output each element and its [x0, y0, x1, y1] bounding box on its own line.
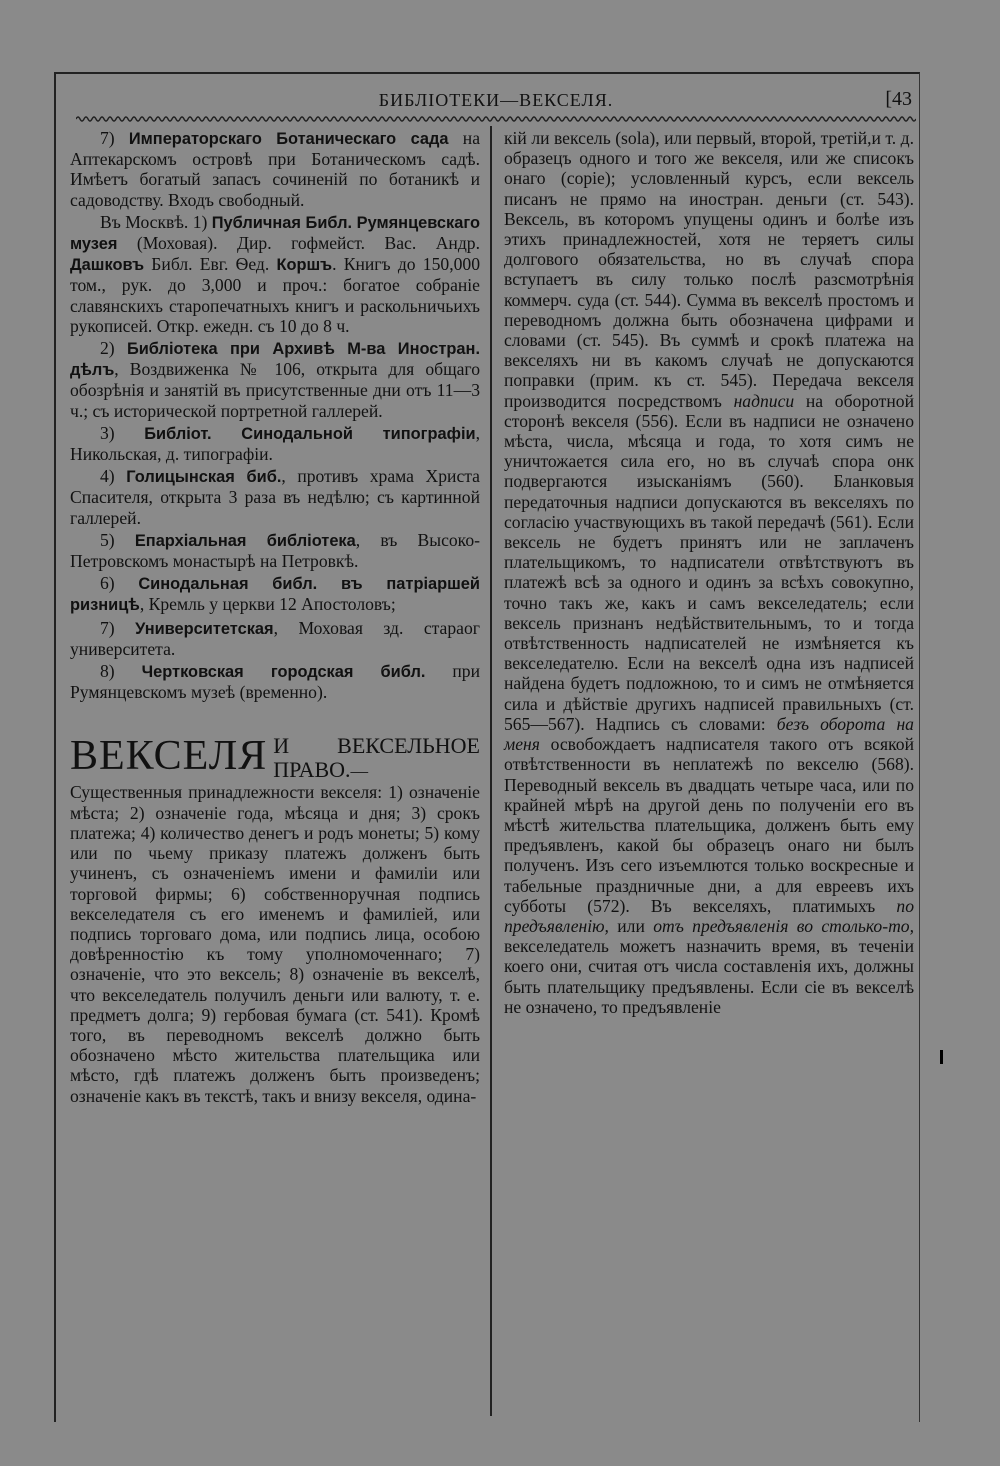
section-veksel [70, 734, 480, 1105]
right-column [504, 128, 914, 1019]
entry-synodal-sacristy: 6) Синодальная библ. въ патріаршей ризницѣ, Кремль у церкви 12 Апостоловъ; [70, 573, 480, 615]
left-column [70, 128, 480, 1108]
entry-synodal-typography: 3) Библіот. Синодальной типографіи, Никольская, д. типографіи. [70, 422, 481, 465]
book-page [54, 72, 920, 1422]
entry-eparchial: 5) Епархіальная библіотека, въ Высоко-Петровскомъ монастырѣ на Петровкѣ. [70, 529, 480, 572]
header-wave-rule [76, 114, 916, 124]
entry-golitsyn: 4) Голицынская биб., противъ храма Христа Спасителя, открыта 3 раза въ недѣлю; съ картинной галлерей. [70, 466, 480, 528]
entry-botanical-garden: 7) Императорскаго Ботаническаго сада на Аптекарскомъ островѣ при Ботаническомъ садѣ. Имѣетъ богатый запасъ сочиненій по ботаникѣ и садоводству. Входъ свободный. [70, 128, 481, 210]
entry-university: 7) Университетская, Моховая зд. стараог университета. [70, 617, 480, 659]
page-header [56, 86, 922, 116]
entry-archive-library: 2) Библіотека при Архивѣ М-ва Иностран. дѣлъ, Воздвиженка № 106, открыта для общаго обозрѣнія и занятій въ присутственные дни отъ 11—3 ч.; съ исторической портретной галлерей. [70, 338, 481, 421]
page-number: [43 [885, 88, 912, 110]
margin-mark [940, 1050, 943, 1064]
entry-chertkov: 8) Чертковская городская библ. при Румянцевскомъ музеѣ (временно). [70, 661, 481, 703]
running-title: БИБЛІОТЕКИ—ВЕКСЕЛЯ. [378, 90, 614, 110]
column-divider [490, 126, 492, 1416]
section-veksel-text: И ВЕКСЕЛЬНОЕ ПРАВО.—Существенныя принадлежности векселя: 1) означеніе мѣста; 2) означеніе года, мѣсяца и дня; 3) срокъ платежа; 4) количество денегъ и родъ монеты; 5) кому или по чьему приказу платежъ долженъ быть учиненъ, съ означеніемъ имени и фамиліи или торговой фирмы; 6) собственноручная подпись векселедателя съ его именемъ и фамиліей, или подпись торговаго дома, или подпись лица, особою довѣренностію къ тому уполномоченнаго; 7) означеніе, что это вексель; 8) означеніе въ векселѣ, что векселедатель получилъ деньги или валюту, т. е. предметъ долга; 9) гербовая бумага (ст. 541). Кромѣ того, въ переводномъ векселѣ должно быть обозначено мѣсто жительства плательщика или мѣсто, гдѣ платежъ долженъ быть произведенъ; означеніе какъ въ текстѣ, такъ и внизу векселя, одина- [70, 733, 480, 1106]
section-heading: И ВЕКСЕЛЬНОЕ ПРАВО. [273, 733, 480, 783]
entry-rumyantsev: Въ Москвѣ. 1) Публичная Библ. Румянцевскаго музея (Моховая). Дир. гофмейст. Вас. Андр. Дашковъ Библ. Евг. Ѳед. Коршъ. Книгъ до 150,000 том., рук. до 3,000 и проч.: богатое собраніе славянскихъ старопечатныхъ книгъ и раскольничьихъ рукописей. Откр. ежедн. съ 10 до 8 ч. [70, 211, 480, 336]
veksel-continuation: кій ли вексель (sola), или первый, второй, третій,и т. д. образецъ одного и того же векселя, или же списокъ онаго (copie); условленный курсъ, если вексель писанъ не прямо на иностран. деньги (ст. 543). Вексель, въ которомъ упущены одинъ и болѣе изъ этихъ принадлежностей, хотя не теряетъ силы долгового обязательства, но въ случаѣ спора вступаетъ въ силу только послѣ разсмотрѣнія коммерч. суда (ст. 544). Сумма въ векселѣ простомъ и переводномъ должна быть обозначена цифрами и словами (ст. 545). Въ суммѣ и срокѣ платежа на векселяхъ ни въ какомъ случаѣ не допускаются поправки (прим. къ ст. 545). Передача векселя производится посредствомъ надписи на оборотной сторонѣ векселя (556). Если въ надписи не означено мѣста, числа, мѣсяца и года, то хотя симъ не уничтожается сила его, но въ случаѣ спора онк подвергаются изысканіямъ (560). Бланковыя передаточныя надписи допускаются въ векселяхъ по согласію участвующихъ въ такой передачѣ (561). Если вексель не будетъ принятъ или не заплаченъ плательщикомъ, то надписатели отвѣтствуютъ въ платежѣ всѣ за одного и одинъ за всѣхъ совокупно, точно такъ же, какъ и самъ векселедатель; если вексель признанъ недѣйствительнымъ, то и тогда отвѣтственность надписателей не измѣняется къ векселедателю. Если на векселѣ одна изъ надписей найдена будетъ подложною, то и симъ не отмѣняется сила и дѣйствіе другихъ надписей правильныхъ (ст. 565—567). Надпись съ словами: безъ оборота на меня освобождаетъ надписателя такого отъ всякой отвѣтственности въ неплатежѣ по векселю (568). Переводный вексель въ двадцать четыре часа, или по крайней мѣрѣ на другой день по полученіи его въ мѣстѣ жительства плательщика, долженъ быть ему предъявленъ, какой бы образецъ онаго ни былъ полученъ. Изъ сего изъемлются только воскресные и табельные праздничные дни, а для евреевъ ихъ субботы (572). Въ векселяхъ, платимыхъ по предъявленію, или отъ предъявленія во столько-то, векселедатель можетъ назначить время, въ теченіи коего они, считая отъ числа составленія ихъ, должны быть плательщику предъявлены. Если сіе въ векселѣ не означено, то предъявленіе [504, 128, 915, 1017]
section-heading-initial: ВЕКСЕЛЯ [70, 733, 268, 780]
